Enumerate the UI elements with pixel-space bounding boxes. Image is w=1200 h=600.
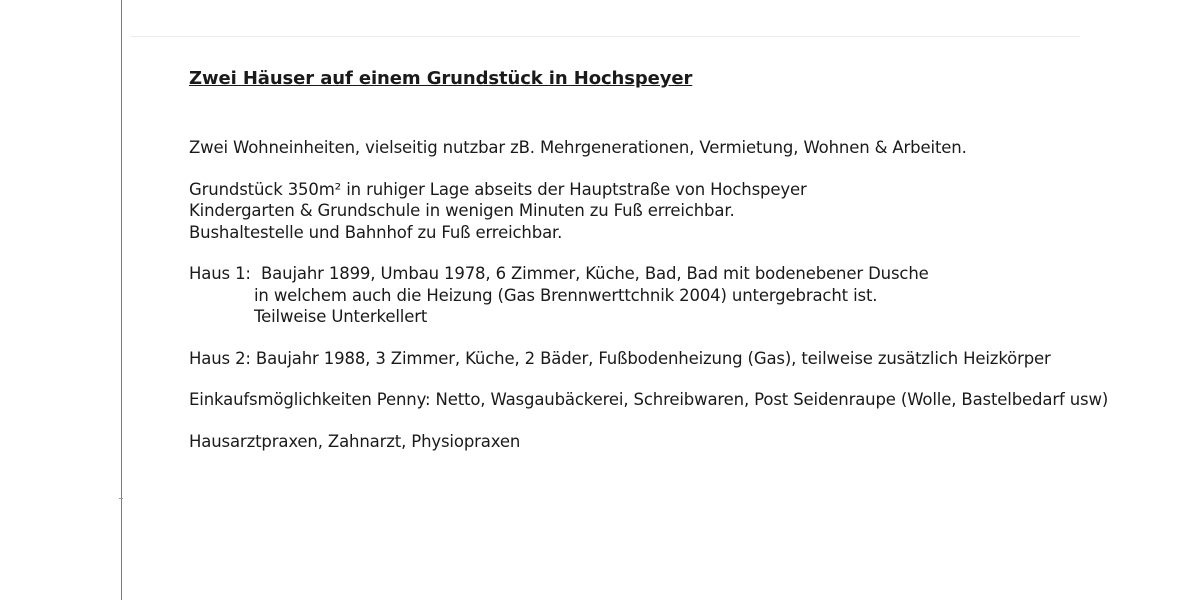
house-1-line-3: Teilweise Unterkellert bbox=[254, 307, 428, 326]
intro-text: Zwei Wohneinheiten, vielseitig nutzbar zB. Mehrgenerationen, Vermietung, Wohnen & Arbeiten. bbox=[189, 138, 967, 157]
house-2-text: Haus 2: Baujahr 1988, 3 Zimmer, Küche, 2 Bäder, Fußbodenheizung (Gas), teilweise zusätzlich Heizkörper bbox=[189, 348, 1051, 368]
location-block bbox=[189, 179, 1089, 244]
document-body bbox=[189, 66, 1109, 452]
scan-artifact-line bbox=[130, 36, 1080, 37]
location-line-3: Bushaltestelle und Bahnhof zu Fuß erreichbar. bbox=[189, 222, 563, 242]
location-line-1: Grundstück 350m² in ruhiger Lage abseits der Hauptstraße von Hochspeyer bbox=[189, 179, 807, 199]
page-edge-line bbox=[121, 0, 122, 600]
location-line-2: Kindergarten & Grundschule in wenigen Minuten zu Fuß erreichbar. bbox=[189, 201, 735, 220]
house-1-block bbox=[189, 263, 1089, 328]
house-1-line-2: in welchem auch die Heizung (Gas Brennwerttchnik 2004) untergebracht ist. bbox=[254, 285, 878, 305]
page-edge-mark bbox=[119, 498, 123, 499]
house-1-line-1: Haus 1: Baujahr 1899, Umbau 1978, 6 Zimmer, Küche, Bad, Bad mit bodenebener Dusche bbox=[189, 264, 929, 283]
medical-text: Hausarztpraxen, Zahnarzt, Physiopraxen bbox=[189, 431, 521, 451]
shopping-text: Einkaufsmöglichkeiten Penny: Netto, Wasgaubäckerei, Schreibwaren, Post Seidenraupe (Wolle, Bastelbedarf usw) bbox=[189, 390, 1109, 409]
document-title: Zwei Häuser auf einem Grundstück in Hochspeyer bbox=[189, 68, 693, 89]
